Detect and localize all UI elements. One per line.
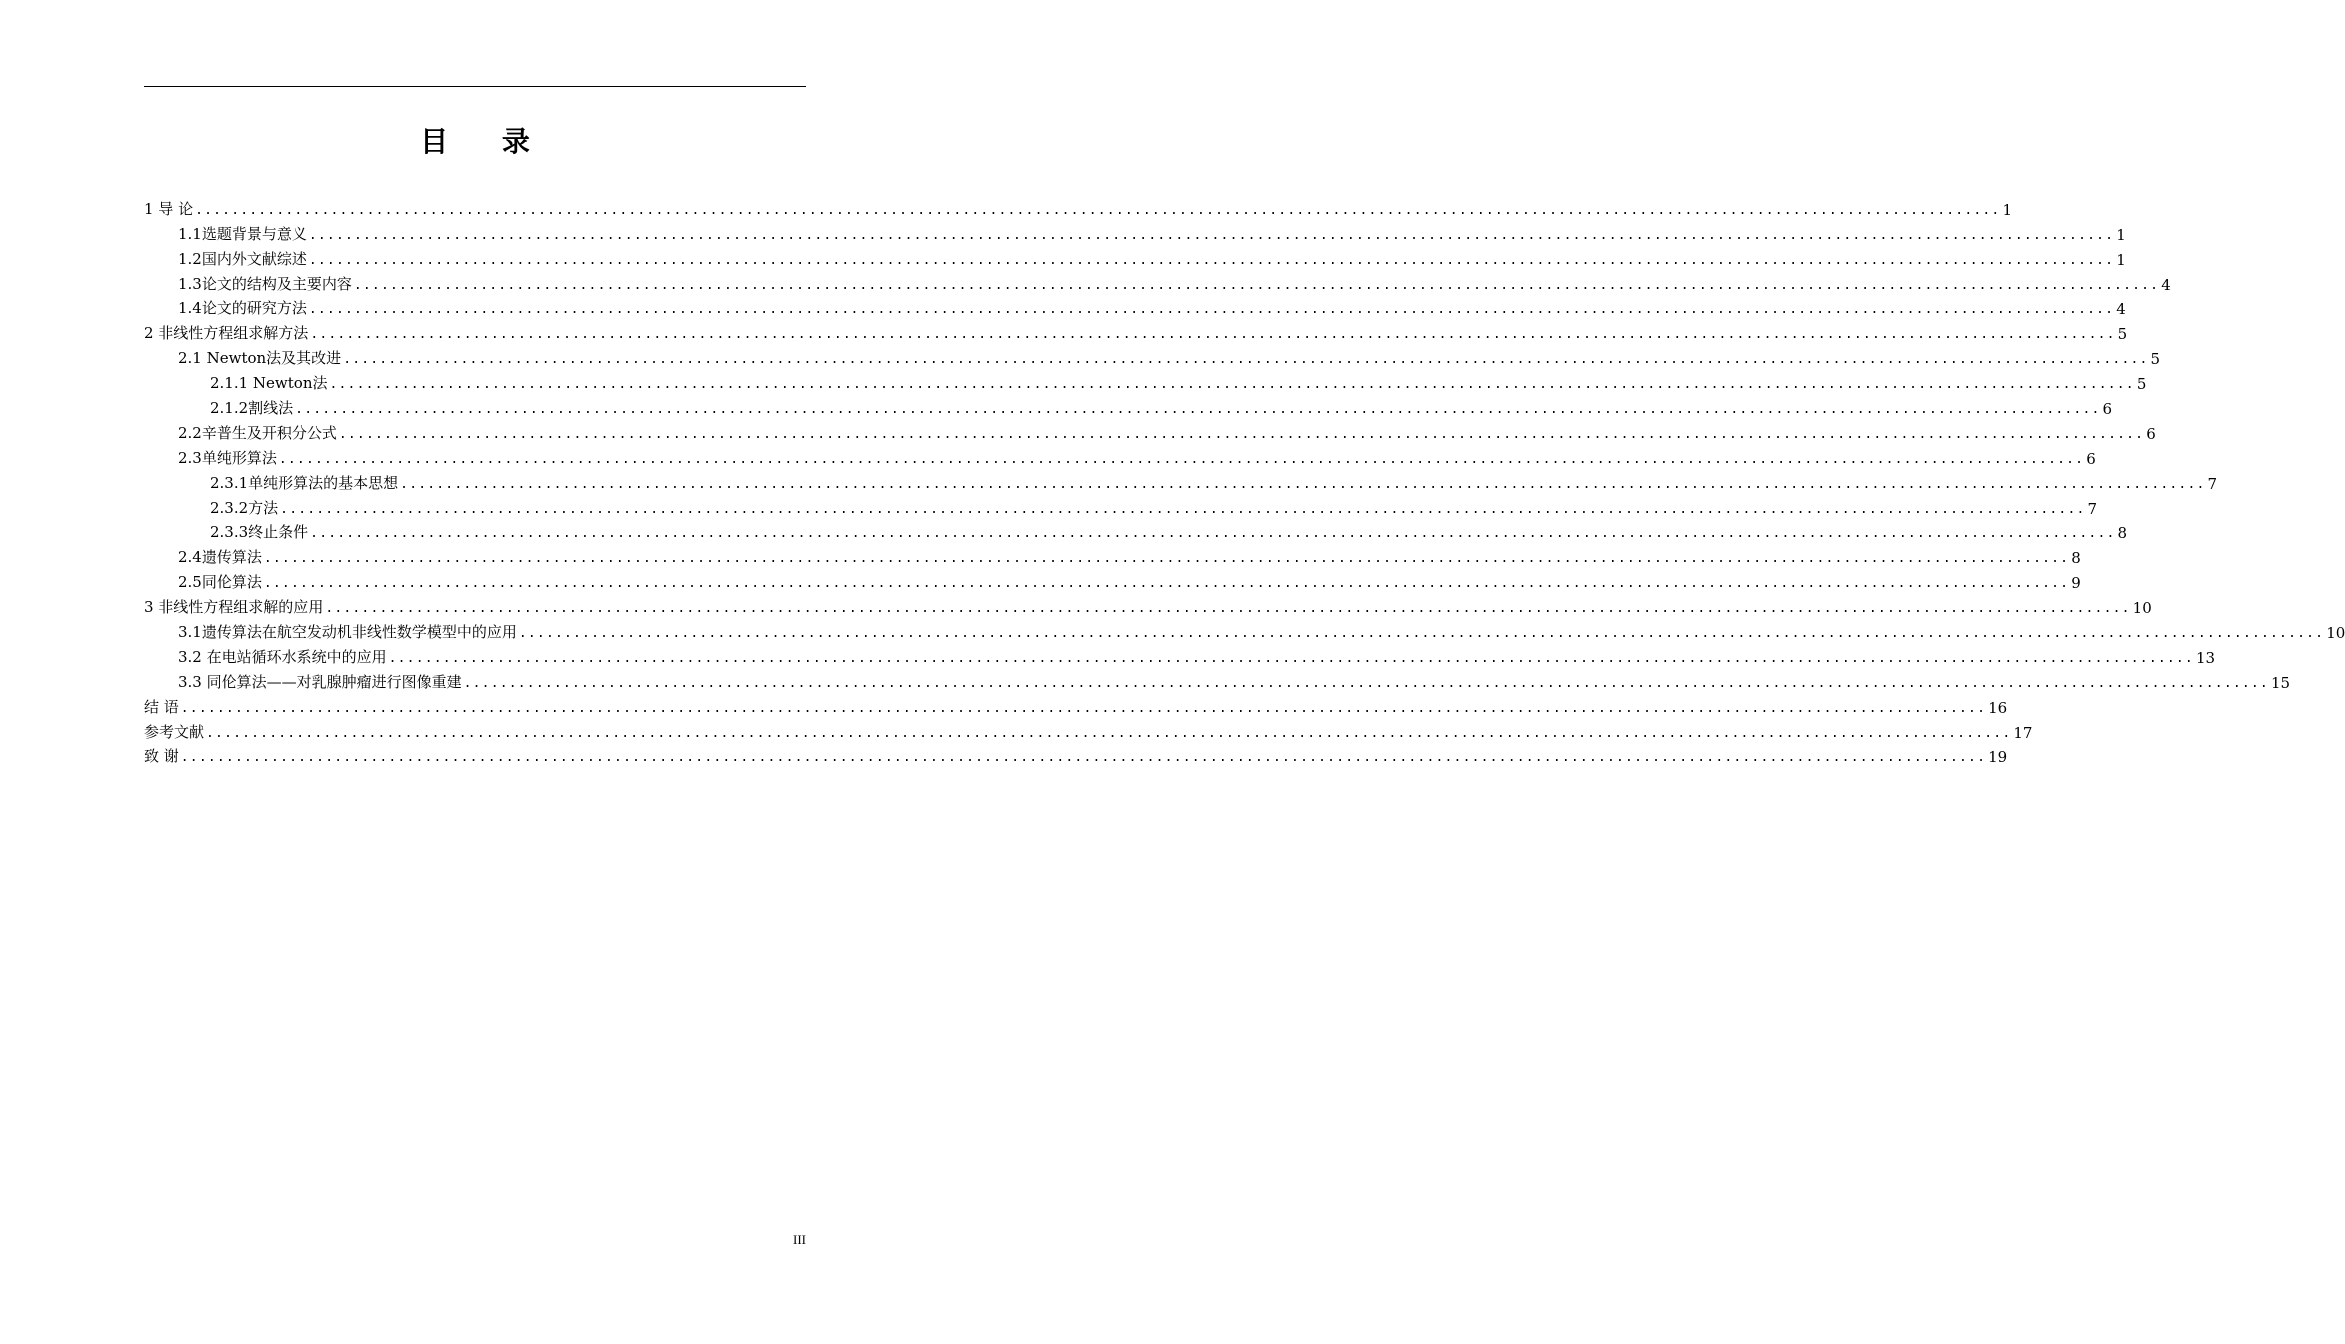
toc-dot-leader: ........................................................................................................................................................................................................: [280, 501, 2086, 517]
toc-dot-leader: ........................................................................................................................................................................................................: [329, 377, 2135, 393]
toc-entry-page: 15: [2270, 673, 2291, 692]
toc-dot-leader: ........................................................................................................................................................................................................: [400, 476, 2206, 492]
toc-entry-page: 17: [2013, 723, 2033, 742]
toc-entry-page: 6: [2146, 424, 2156, 443]
toc-dot-leader: ........................................................................................................................................................................................................: [180, 750, 1987, 766]
toc-dot-leader: ........................................................................................................................................................................................................: [308, 302, 2115, 318]
toc-entry-title: 参考文献: [144, 722, 205, 741]
toc-dot-leader: ........................................................................................................................................................................................................: [180, 700, 1987, 716]
toc-entry-page: 10: [2132, 599, 2152, 618]
toc-entry[interactable]: [144, 518, 2128, 543]
header-rule: [144, 86, 806, 87]
toc-entry-title: 致 谢: [144, 747, 179, 766]
toc-entry-title: 2.1 Newton法及其改进: [178, 349, 342, 368]
toc-entry[interactable]: [144, 493, 2098, 518]
toc-entry-page: 16: [1988, 698, 2008, 717]
toc-entry-title: 2.5同伦算法: [178, 573, 262, 592]
toc-entry-title: 3.2 在电站循环水系统中的应用: [178, 647, 387, 666]
toc-entry-page: 7: [2207, 474, 2218, 493]
toc-entry-title: 3.1遗传算法在航空发动机非线性数学模型中的应用: [178, 623, 517, 642]
toc-title: 目 录: [420, 125, 552, 158]
toc-entry[interactable]: [144, 692, 2008, 717]
toc-dot-leader: ........................................................................................................................................................................................................: [353, 277, 2160, 293]
toc-entry-page: 4: [2161, 275, 2171, 294]
toc-entry[interactable]: [144, 617, 2345, 643]
toc-dot-leader: ........................................................................................................................................................................................................: [325, 601, 2131, 617]
page-number: III: [793, 1232, 806, 1247]
toc-entry-title: 2.3.3终止条件: [210, 523, 309, 542]
toc-entry-title: 结 语: [144, 697, 179, 716]
toc-entry-page: 8: [2071, 549, 2081, 568]
toc-dot-leader: ........................................................................................................................................................................................................: [206, 725, 2012, 741]
toc-entry-title: 1.4论文的研究方法: [178, 299, 307, 318]
toc-entry[interactable]: [144, 567, 2081, 593]
toc-entry[interactable]: [144, 418, 2156, 443]
toc-dot-leader: ........................................................................................................................................................................................................: [308, 227, 2115, 243]
toc-entry-page: 13: [2195, 648, 2216, 667]
toc-entry-page: 1: [2002, 200, 2012, 219]
toc-entry[interactable]: [144, 393, 2113, 419]
toc-entry-title: 1.2国内外文献综述: [178, 249, 307, 268]
toc-entry-title: 2.3.2方法: [210, 498, 279, 517]
toc-dot-leader: ........................................................................................................................................................................................................: [263, 576, 2070, 592]
toc-entry-page: 7: [2087, 499, 2098, 518]
toc-dot-leader: ........................................................................................................................................................................................................: [388, 650, 2194, 666]
toc-dot-leader: ........................................................................................................................................................................................................: [310, 327, 2116, 343]
toc-entry-page: 6: [2102, 400, 2113, 419]
toc-dot-leader: ........................................................................................................................................................................................................: [278, 451, 2085, 467]
toc-entry-page: 4: [2116, 300, 2126, 319]
toc-entry-title: 3 非线性方程组求解的应用: [144, 598, 324, 617]
toc-entry-page: 5: [2117, 325, 2128, 344]
toc-entry[interactable]: [144, 542, 2081, 568]
toc-entry[interactable]: [144, 717, 2033, 742]
toc-dot-leader: ........................................................................................................................................................................................................: [518, 626, 2325, 642]
toc-entry-title: 2.1.1 Newton法: [210, 374, 328, 393]
toc-entry[interactable]: [144, 294, 2126, 319]
toc-dot-leader: ........................................................................................................................................................................................................: [195, 202, 2001, 218]
toc-dot-leader: ........................................................................................................................................................................................................: [343, 352, 2149, 368]
toc-entry[interactable]: [144, 318, 2128, 344]
toc-entry-title: 1 导 论: [144, 199, 194, 218]
toc-entry-title: 2.3单纯形算法: [178, 448, 277, 467]
toc-entry[interactable]: [144, 592, 2152, 618]
toc-entry-page: 19: [1988, 748, 2008, 767]
toc-entry-title: 2.4遗传算法: [178, 548, 262, 567]
toc-entry-title: 2.3.1单纯形算法的基本思想: [210, 473, 399, 492]
toc-entry-title: 1.3论文的结构及主要内容: [178, 274, 352, 293]
toc-entry[interactable]: [144, 194, 2012, 219]
toc-entry-page: 5: [2150, 350, 2161, 369]
toc-entry[interactable]: [144, 642, 2216, 667]
toc-entry-title: 2.2辛普生及开积分公式: [178, 423, 337, 442]
toc-entry[interactable]: [144, 742, 2008, 767]
toc-dot-leader: ........................................................................................................................................................................................................: [263, 551, 2070, 567]
toc-entry[interactable]: [144, 468, 2218, 493]
toc-dot-leader: ........................................................................................................................................................................................................: [308, 252, 2115, 268]
toc-entry-page: 6: [2086, 449, 2096, 468]
toc-entry[interactable]: [144, 368, 2147, 394]
toc-dot-leader: ........................................................................................................................................................................................................: [295, 402, 2101, 418]
toc-entry[interactable]: [144, 667, 2291, 692]
toc-entry-page: 5: [2136, 375, 2147, 394]
toc-entry[interactable]: [144, 343, 2161, 369]
toc-entry-page: 1: [2116, 225, 2126, 244]
table-of-contents: [144, 194, 2345, 767]
toc-entry-page: 9: [2071, 574, 2081, 593]
toc-dot-leader: ........................................................................................................................................................................................................: [338, 426, 2145, 442]
toc-dot-leader: ........................................................................................................................................................................................................: [463, 675, 2269, 691]
toc-entry[interactable]: [144, 244, 2126, 269]
toc-entry-page: 1: [2116, 250, 2126, 269]
toc-entry-title: 1.1选题背景与意义: [178, 224, 307, 243]
toc-dot-leader: ........................................................................................................................................................................................................: [310, 526, 2116, 542]
toc-entry-title: 2.1.2割线法: [210, 399, 294, 418]
toc-entry[interactable]: [144, 269, 2171, 294]
toc-entry-title: 2 非线性方程组求解方法: [144, 324, 309, 343]
toc-entry[interactable]: [144, 219, 2126, 244]
toc-entry-page: 8: [2117, 524, 2128, 543]
toc-entry[interactable]: [144, 443, 2096, 468]
toc-entry-page: 10: [2326, 624, 2345, 643]
toc-entry-title: 3.3 同伦算法——对乳腺肿瘤进行图像重建: [178, 672, 462, 691]
